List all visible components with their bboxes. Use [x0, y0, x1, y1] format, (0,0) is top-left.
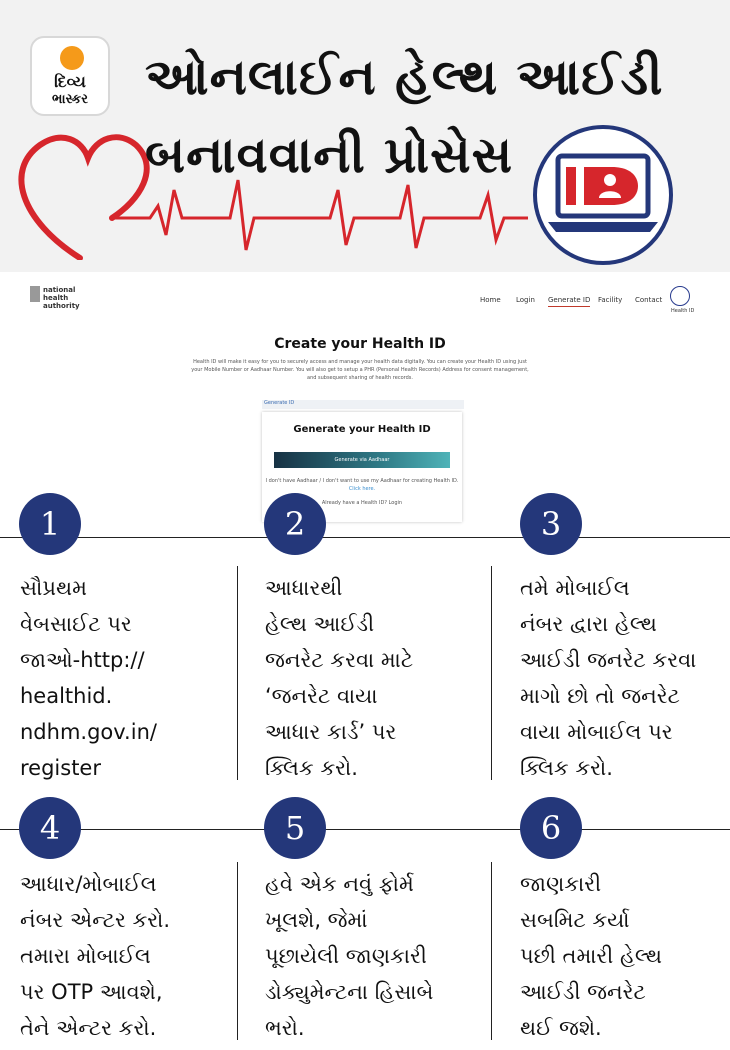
- already-have-id-link[interactable]: Already have a Health ID? Login: [321, 500, 403, 506]
- step-text-3: તમે મોબાઈલ નંબર દ્વારા હેલ્થ આઈડી જનરેટ કરવા માગો છો તો જનરેટ વાયા મોબાઈલ પર ક્લિક કરો.: [520, 576, 697, 780]
- logo-line1: દિવ્ય: [54, 72, 86, 91]
- click-here-link[interactable]: Click here.: [348, 486, 376, 492]
- org-line2: health: [43, 294, 69, 302]
- divider-col1: [237, 566, 238, 780]
- page-title-line2: બનાવવાની પ્રોસેસ: [145, 126, 514, 184]
- step-text-2: આધારથી હેલ્થ આઈડી જનરેટ કરવા માટે ‘જનરેટ વાયા આધાર કાર્ડ’ પર ક્લિક કરો.: [265, 576, 414, 780]
- nav-generate-id[interactable]: Generate ID: [548, 296, 590, 307]
- generate-card-title: Generate your Health ID: [293, 424, 431, 435]
- sun-icon: [60, 46, 84, 70]
- header-banner: [0, 0, 730, 272]
- health-id-description: Health ID will make it easy for you to securely access and manage your health data digitally. You can create your Health ID using just your Mobile Number or Aadhaar Number. You will also get to setup a PHR (Personal Health Records) Address for consent management, and subsequent sharing of health records.: [191, 359, 529, 381]
- generate-id-breadcrumb: Generate ID: [262, 400, 464, 409]
- divider-row1: [0, 537, 730, 538]
- step-number-2: 2: [264, 493, 326, 555]
- org-line1: national: [43, 286, 76, 294]
- nav-contact[interactable]: Contact: [635, 296, 663, 304]
- nav-login[interactable]: Login: [516, 296, 535, 304]
- divya-bhaskar-logo: [30, 36, 110, 116]
- divider-col3: [237, 862, 238, 1040]
- step-text-4: આધાર/મોબાઈલ નંબર એન્ટર કરો. તમારા મોબાઈલ પર OTP આવશે, તેને એન્ટર કરો.: [20, 872, 171, 1040]
- nha-logo: [30, 286, 80, 310]
- emblem-icon: [30, 286, 40, 302]
- nav-home[interactable]: Home: [480, 296, 501, 304]
- health-id-laptop-icon: [530, 122, 676, 268]
- step-number-4: 4: [19, 797, 81, 859]
- divider-col2: [491, 566, 492, 780]
- step-text-5: હવે એક નવું ફોર્મ ખૂલશે, જેમાં પૂછાયેલી જાણકારી ડોક્યુમેન્ટના હિસાબે ભરો.: [265, 872, 434, 1040]
- step-number-6: 6: [520, 797, 582, 859]
- create-health-id-heading: Create your Health ID: [274, 336, 446, 352]
- health-id-nav-label: Health ID: [671, 308, 695, 314]
- divider-col4: [491, 862, 492, 1040]
- divider-row2: [0, 829, 730, 830]
- step-number-3: 3: [520, 493, 582, 555]
- org-line3: authority: [43, 302, 80, 310]
- generate-via-aadhaar-button[interactable]: Generate via Aadhaar: [274, 452, 450, 468]
- step-number-1: 1: [19, 493, 81, 555]
- step-text-1: સૌપ્રથમ વેબસાઈટ પર જાઓ-http:// healthid. ndhm.gov.in/ register: [20, 576, 157, 780]
- nav-facility[interactable]: Facility: [598, 296, 623, 304]
- logo-line2: ભાસ્કર: [52, 92, 88, 107]
- page-title-line1: ઓનલાઈન હેલ્થ આઈડી: [145, 48, 664, 106]
- no-aadhaar-note: I don't have Aadhaar / I don't want to use my Aadhaar for creating Health ID.: [265, 478, 459, 484]
- portal-screenshot: [20, 276, 730, 526]
- step-number-5: 5: [264, 797, 326, 859]
- step-text-6: જાણકારી સબમિટ કર્યા પછી તમારી હેલ્થ આઈડી જનરેટ થઈ જશે.: [520, 872, 662, 1040]
- health-id-nav-icon[interactable]: [670, 286, 690, 306]
